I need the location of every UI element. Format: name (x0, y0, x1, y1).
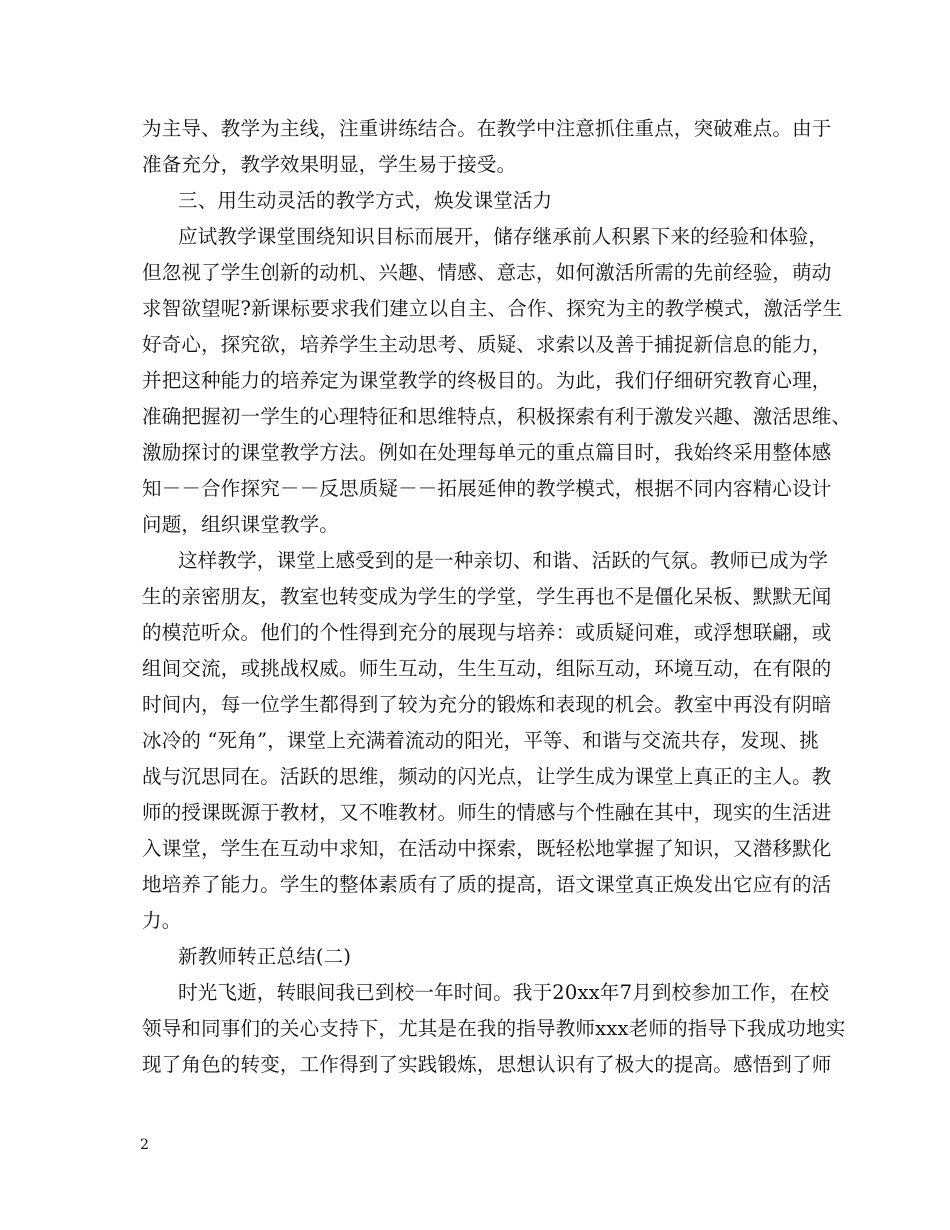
page-number: 2 (140, 1137, 149, 1153)
text-line-6: 求智欲望呢?新课标要求我们建立以自主、合作、探究为主的教学模式，激活学生 (142, 297, 843, 320)
text-line-12: 问题，组织课堂教学。 (142, 513, 340, 536)
text-line-26: 领导和同事们的关心支持下，尤其是在我的指导教师xxx老师的指导下我成功地实 (142, 1017, 846, 1040)
text-line-10: 激励探讨的课堂教学方法。例如在处理每单元的重点篇目时，我始终采用整体感 (142, 441, 832, 464)
text-line-20: 师的授课既源于教材，又不唯教材。师生的情感与个性融在其中，现实的生活进 (142, 801, 832, 824)
text-line-18: 冰冷的 “死角”，课堂上充满着流动的阳光，平等、和谐与交流共存，发现、挑 (142, 729, 819, 752)
text-line-25: 时光飞逝，转眼间我已到校一年时间。我于20xx年7月到校参加工作，在校 (178, 981, 830, 1004)
text-line-14: 生的亲密朋友，教室也转变成为学生的学堂，学生再也不是僵化呆板、默默无闻 (142, 585, 832, 608)
text-line-5: 但忽视了学生创新的动机、兴趣、情感、意志，如何激活所需的先前经验，萌动 (142, 261, 832, 284)
text-line-13: 这样教学，课堂上感受到的是一种亲切、和谐、活跃的气氛。教师已成为学 (178, 549, 829, 572)
text-line-11: 知－－合作探究－－反思质疑－－拓展延伸的教学模式，根据不同内容精心设计 (142, 477, 832, 500)
text-line-2: 准备充分，教学效果明显，学生易于接受。 (142, 153, 517, 176)
text-line-22: 地培养了能力。学生的整体素质有了质的提高，语文课堂真正焕发出它应有的活 (142, 873, 832, 896)
text-line-4: 应试教学课堂围绕知识目标而展开，储存继承前人积累下来的经验和体验， (178, 225, 829, 248)
text-line-19: 战与沉思同在。活跃的思维，频动的闪光点，让学生成为课堂上真正的主人。教 (142, 765, 832, 788)
text-line-8: 并把这种能力的培养定为课堂教学的终极目的。为此，我们仔细研究教育心理， (142, 369, 832, 392)
text-line-9: 准确把握初一学生的心理特征和思维特点，积极探索有利于激发兴趣、激活思维、 (142, 405, 852, 428)
summary-title: 新教师转正总结(二) (178, 945, 352, 968)
text-line-21: 入课堂，学生在互动中求知，在活动中探索，既轻松地掌握了知识，又潜移默化 (142, 837, 832, 860)
text-line-17: 时间内，每一位学生都得到了较为充分的锻炼和表现的机会。教室中再没有阴暗 (142, 693, 832, 716)
text-line-1: 为主导、教学为主线，注重讲练结合。在教学中注意抓住重点，突破难点。由于 (142, 117, 832, 140)
text-line-27: 现了角色的转变，工作得到了实践锻炼，思想认识有了极大的提高。感悟到了师 (142, 1053, 832, 1076)
section-heading: 三、用生动灵活的教学方式，焕发课堂活力 (178, 189, 553, 212)
text-line-15: 的模范听众。他们的个性得到充分的展现与培养：或质疑问难，或浮想联翩，或 (142, 621, 832, 644)
text-line-23: 力。 (142, 909, 182, 932)
text-line-16: 组间交流，或挑战权威。师生互动，生生互动，组际互动，环境互动，在有限的 (142, 657, 832, 680)
text-line-7: 好奇心，探究欲，培养学生主动思考、质疑、求索以及善于捕捉新信息的能力， (142, 333, 832, 356)
